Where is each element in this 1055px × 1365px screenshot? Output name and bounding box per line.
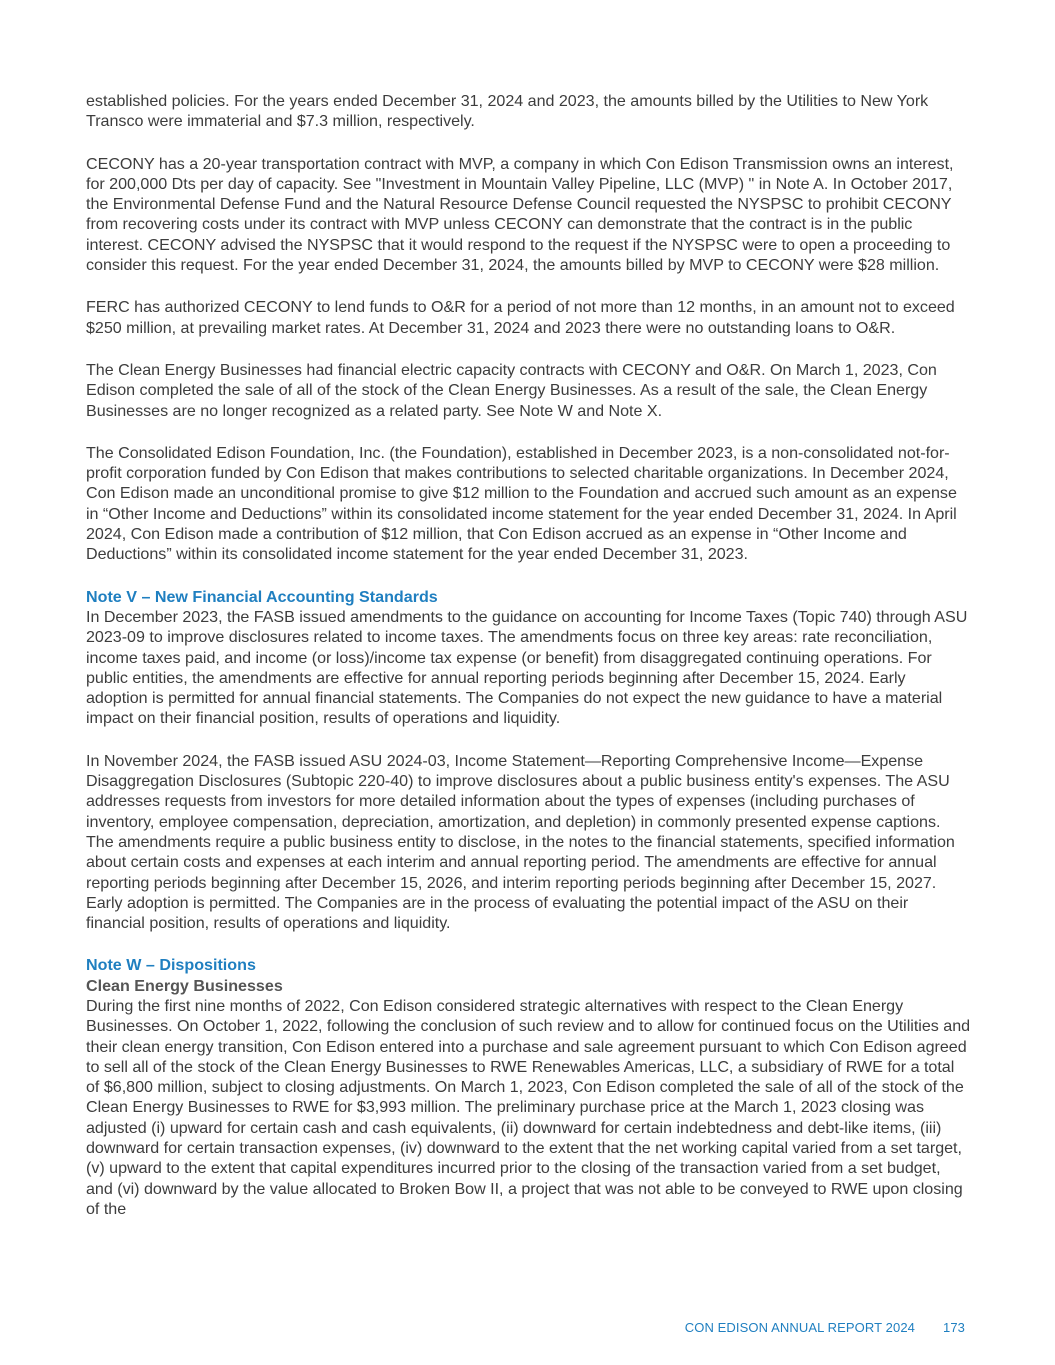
note-v-paragraph-2: In November 2024, the FASB issued ASU 2024-03, Income Statement—Reporting Comprehensive Income—Expense Disaggregation Disclosures (Subtopic 220-40) to improve disclosures about a public business entity's expenses. The ASU addresses requests from investors for more detailed information about the types of expenses (including purchases of inventory, employee compensation, depreciation, amortization, and depletion) in commonly presented expense captions. The amendments require a public business entity to disclose, in the notes to the financial statements, specified information about certain costs and expenses at each interim and annual reporting period. The amendments are effective for annual reporting periods beginning after December 15, 2026, and interim reporting periods beginning after December 15, 2027. Early adoption is permitted. The Companies are in the process of evaluating the potential impact of the ASU on their financial position, results of operations and liquidity. bbox=[86, 751, 955, 933]
page-number: 173 bbox=[943, 1320, 965, 1335]
footer-report-title: CON EDISON ANNUAL REPORT 2024 bbox=[684, 1320, 915, 1335]
note-v-paragraph-1: In December 2023, the FASB issued amendments to the guidance on accounting for Income Taxes (Topic 740) through ASU 2023-09 to improve disclosures related to income taxes. The amendments focus on three key areas: rate reconciliation, income taxes paid, and income (or loss)/income tax expense (or benefit) from disaggregated continuing operations. For public entities, the amendments are effective for annual reporting periods beginning after December 15, 2024. Early adoption is permitted for annual financial statements. The Companies do not expect the new guidance to have a material impact on their financial position, results of operations and liquidity. bbox=[86, 607, 968, 728]
paragraph-clean-energy-contracts: The Clean Energy Businesses had financial electric capacity contracts with CECONY and O&R. On March 1, 2023, Con Edison completed the sale of all of the stock of the Clean Energy Businesses. As a result of the sale, the Clean Energy Businesses are no longer recognized as a related party. See Note W and Note X. bbox=[86, 360, 937, 420]
paragraph-mvp-contract: CECONY has a 20-year transportation contract with MVP, a company in which Con Edison Transmission owns an interest, for 200,000 Dts per day of capacity. See "Investment in Mountain Valley Pipeline, LLC (MVP) " in Note A. In October 2017, the Environmental Defense Fund and the Natural Resource Defense Council requested the NYSPSC to prohibit CECONY from recovering costs under its contract with MVP unless CECONY can demonstrate that the contract is in the public interest. CECONY advised the NYSPSC that it would respond to the request if the NYSPSC were to open a proceeding to consider this request. For the year ended December 31, 2024, the amounts billed by MVP to CECONY were $28 million. bbox=[86, 154, 954, 275]
note-w-subheading: Clean Energy Businesses bbox=[86, 976, 283, 995]
paragraph-foundation: The Consolidated Edison Foundation, Inc. (the Foundation), established in December 2023, is a non-consolidated not-for-profit corporation funded by Con Edison that makes contributions to selected charitable organizations. In December 2024, Con Edison made an unconditional promise to give $12 million to the Foundation and accrued such amount as an expense in “Other Income and Deductions” within its consolidated income statement for the year ended December 31, 2024. In April 2024, Con Edison made a contribution of $12 million, that Con Edison accrued as an expense in “Other Income and Deductions” within its consolidated income statement for the year ended December 31, 2023. bbox=[86, 443, 957, 564]
paragraph-york-transco: established policies. For the years ended December 31, 2024 and 2023, the amounts billed by the Utilities to New York Transco were immaterial and $7.3 million, respectively. bbox=[86, 92, 929, 131]
paragraph-ferc-loans: FERC has authorized CECONY to lend funds to O&R for a period of not more than 12 months, in an amount not to exceed $250 million, at prevailing market rates. At December 31, 2024 and 2023 there were no outstanding loans to O&R. bbox=[86, 298, 955, 337]
document-body bbox=[86, 91, 971, 1241]
note-w-paragraph: During the first nine months of 2022, Con Edison considered strategic alternatives with respect to the Clean Energy Businesses. On October 1, 2022, following the conclusion of such review and to allow for continued focus on the Utilities and their clean energy transition, Con Edison entered into a purchase and sale agreement pursuant to which Con Edison agreed to sell all of the stock of the Clean Energy Businesses to RWE Renewables Americas, LLC, a subsidiary of RWE for a total of $6,800 million, subject to closing adjustments. On March 1, 2023, Con Edison completed the sale of all of the stock of the Clean Energy Businesses to RWE for $3,993 million. The preliminary purchase price at the March 1, 2023 closing was adjusted (i) upward for certain cash and cash equivalents, (ii) downward for certain indebtedness and debt-like items, (iii) downward for certain transaction expenses, (iv) downward to the extent that the net working capital varied from a set target, (v) upward to the extent that capital expenditures incurred prior to the closing of the transaction varied from a set budget, and (vi) downward by the value allocated to Broken Bow II, a project that was not able to be conveyed to RWE upon closing of the bbox=[86, 996, 971, 1218]
note-w-heading: Note W – Dispositions bbox=[86, 956, 256, 975]
page-footer bbox=[685, 1320, 965, 1335]
note-v-heading: Note V – New Financial Accounting Standards bbox=[86, 587, 438, 606]
